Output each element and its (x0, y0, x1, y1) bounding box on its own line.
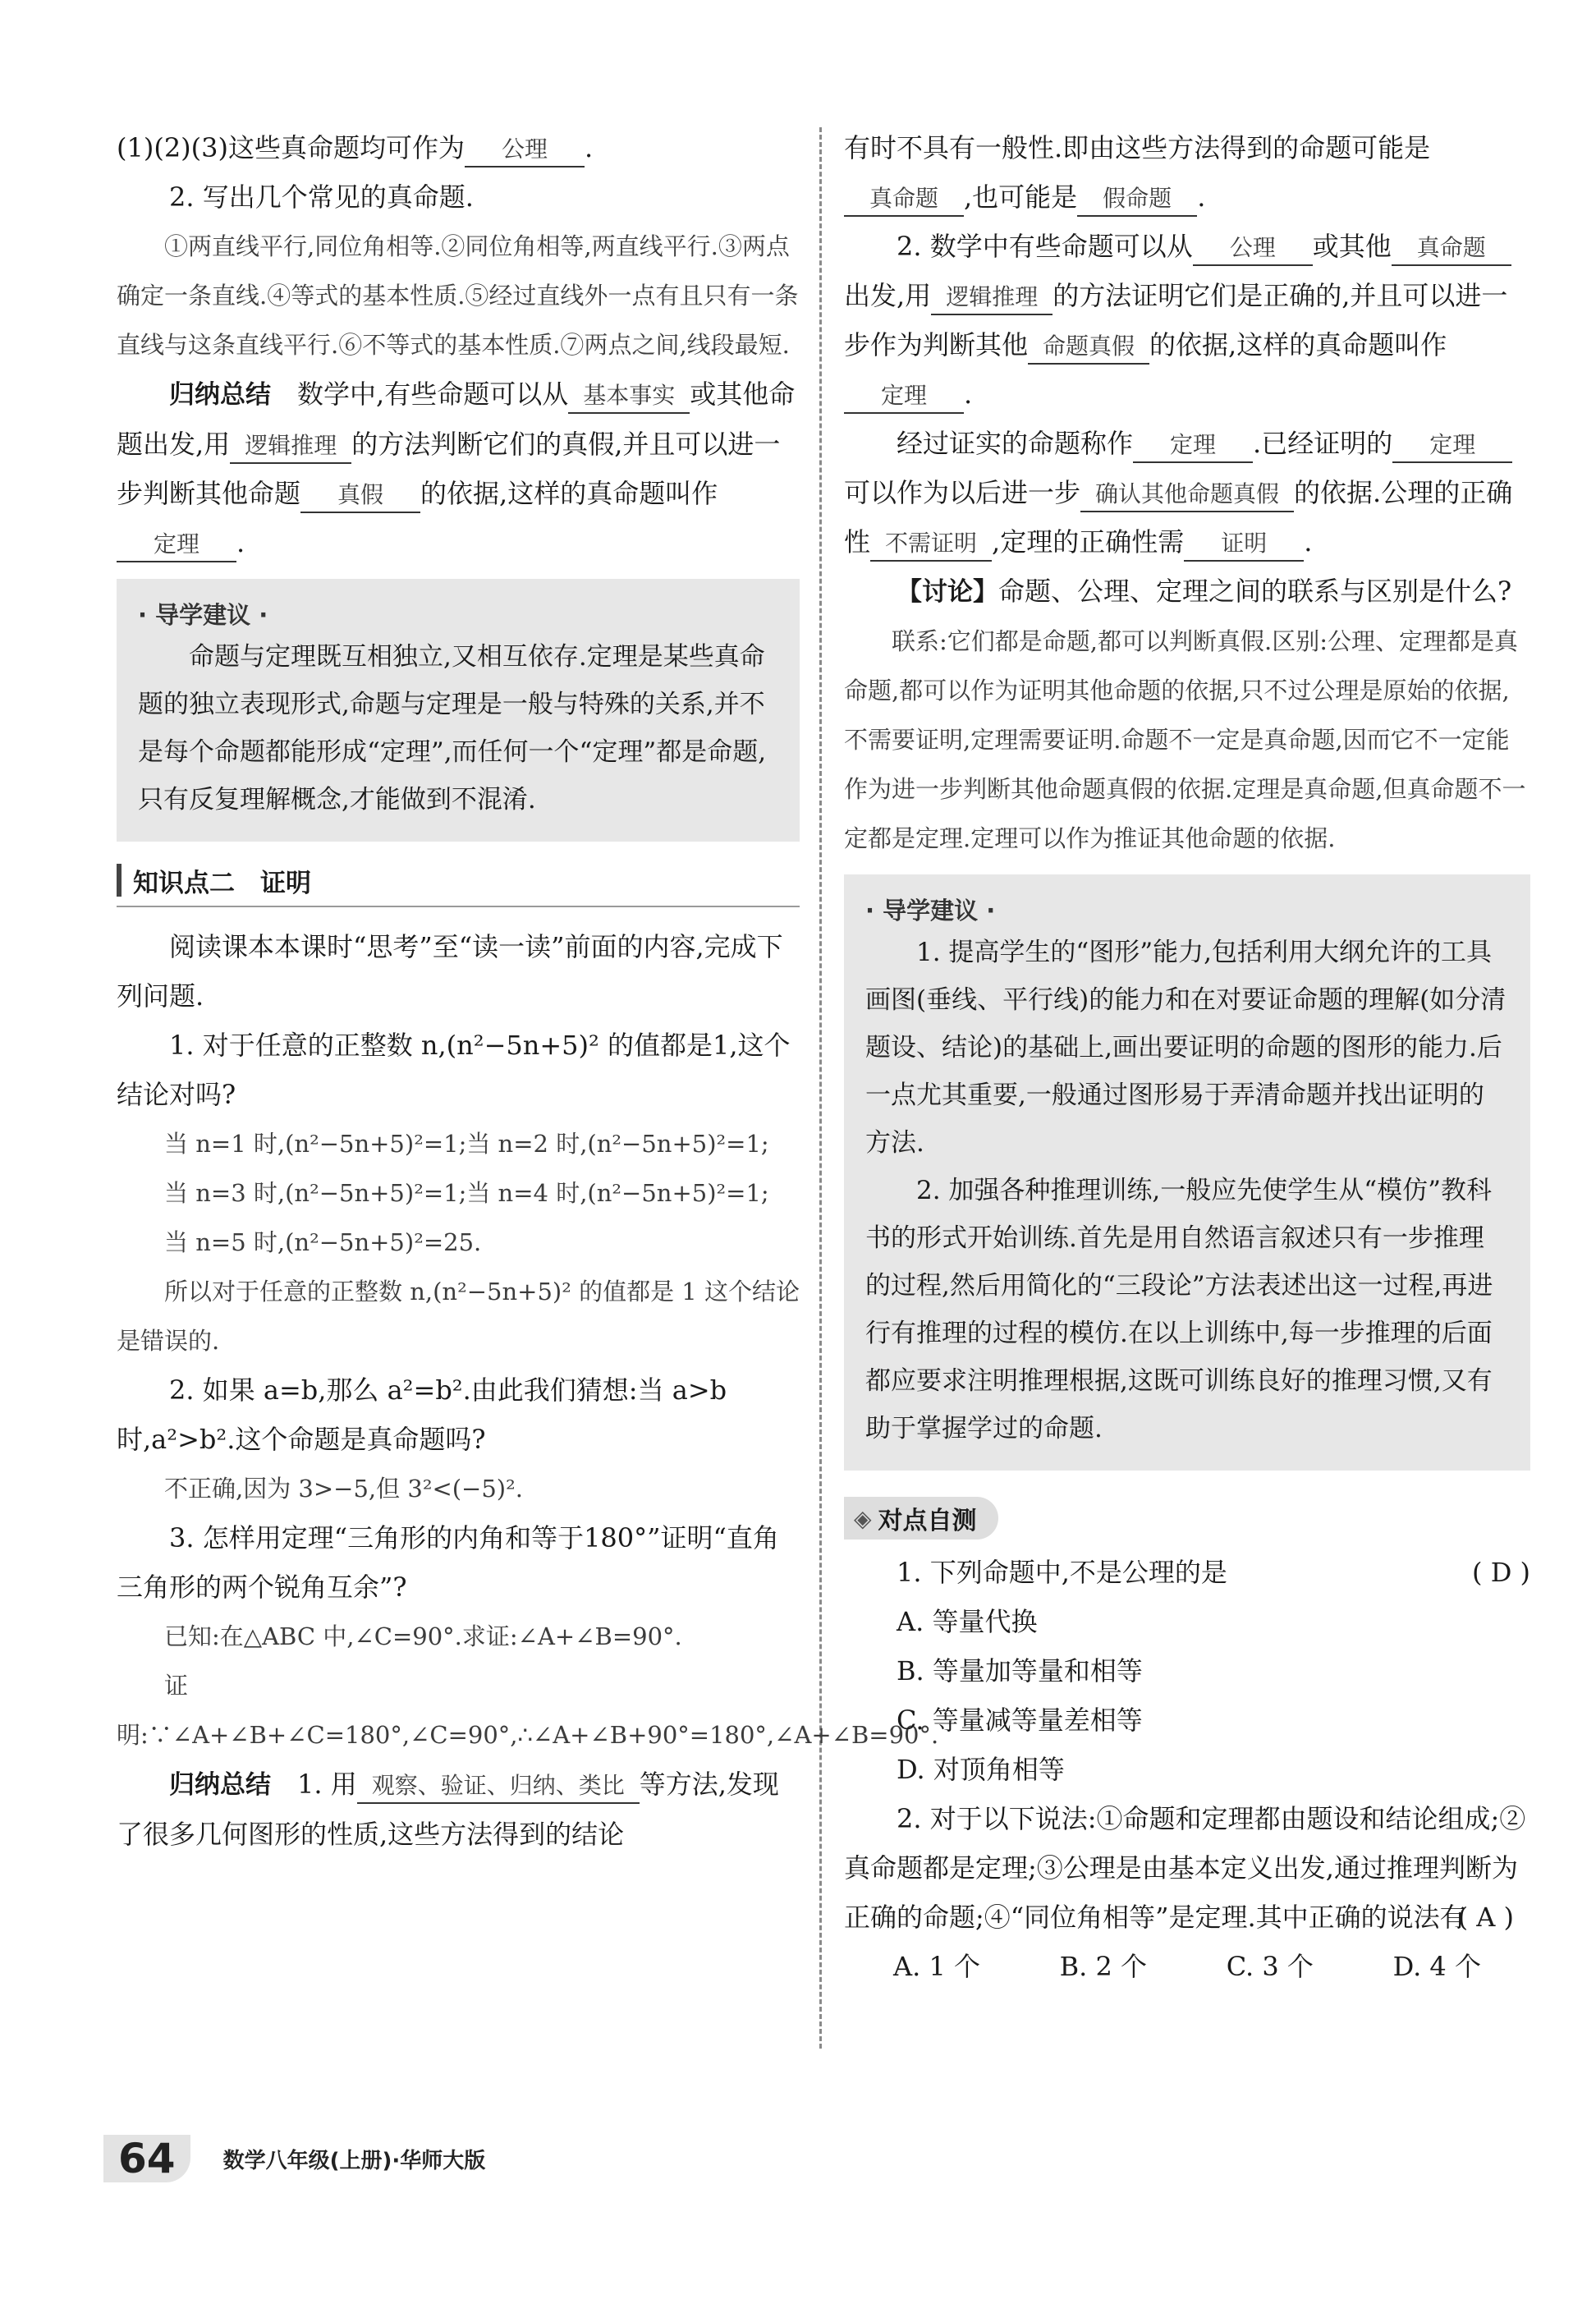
text: ,定理的正确性需 (992, 526, 1185, 558)
answer-blank: 逻辑推理 (931, 281, 1053, 315)
section-bar-icon (117, 864, 122, 897)
summary-2-label: 归纳总结 (169, 1770, 271, 1800)
axiom-line (117, 123, 800, 172)
continued-paragraph (844, 123, 1530, 222)
k2-answer: 不正确,因为 3>−5,但 3²<(−5)². (164, 1475, 523, 1503)
answer-choice-2: ( A ) (1457, 1902, 1514, 1933)
answer-blank: 不需证明 (870, 527, 992, 562)
guide-box-2 (844, 874, 1530, 1471)
text: 或其他命题出发,用 (117, 379, 796, 460)
k1-question: 1. 对于任意的正整数 n,(n²−5n+5)² 的值都是1,这个结论对吗? (117, 1030, 791, 1110)
text: 等方法,发现了很多几何图形的性质,这些方法得到的结论 (117, 1769, 779, 1850)
text: 的方法证明它们是正确的,并且可以进一步作为判断其他 (844, 280, 1508, 360)
discussion-label: 【讨论】 (897, 577, 998, 607)
answer-blank: 观察、验证、归纳、类比 (357, 1769, 640, 1804)
text: 数学中,有些命题可以从 (297, 379, 569, 410)
answer-blank: 真假 (300, 479, 420, 513)
text: 命题、公理、定理之间的联系与区别是什么? (998, 576, 1512, 607)
text: . (1304, 526, 1313, 558)
summary-paragraph (117, 369, 800, 567)
text: 有时不具有一般性.即由这些方法得到的命题可能是 (844, 132, 1431, 163)
k2-question: 2. 如果 a=b,那么 a²=b².由此我们猜想:当 a>b 时,a²>b².这个命题是真命题吗? (117, 1374, 727, 1455)
text: 或其他 (1312, 231, 1392, 262)
answer-blank: 真命题 (844, 182, 964, 217)
text: ,也可能是 (964, 181, 1078, 213)
answer-blank: 定理 (1392, 429, 1512, 463)
answer-blank: 确认其他命题真假 (1080, 478, 1294, 512)
text: 经过证实的命题称作 (897, 428, 1134, 459)
option-b: B. 等量加等量和相等 (897, 1655, 1143, 1686)
discussion-question (844, 567, 1530, 617)
text: .已经证明的 (1253, 428, 1393, 459)
r3-paragraph (844, 419, 1530, 567)
r2-paragraph (844, 222, 1530, 419)
book-title: 数学八年级(上册)·华师大版 (222, 2148, 486, 2173)
guide-title: · 导学建议 · (138, 601, 268, 629)
option-d: D. 对顶角相等 (897, 1754, 1065, 1785)
page-number: 64 (103, 2135, 190, 2182)
self-test-title: 对点自测 (878, 1507, 977, 1535)
reading-instruction: 阅读课本本课时“思考”至“读一读”前面的内容,完成下列问题. (117, 931, 783, 1012)
answer-blank: 假命题 (1077, 182, 1197, 217)
text: 可以作为以后进一步 (844, 477, 1081, 508)
answer-blank: 基本事实 (568, 379, 690, 414)
question-2-options (844, 1942, 1530, 1991)
section-header (117, 855, 800, 907)
right-column (844, 123, 1530, 1991)
section-title: 知识点二 证明 (133, 868, 311, 898)
text: (1)(2)(3)这些真命题均可作为 (117, 132, 465, 163)
question-text: 1. 下列命题中,不是公理的是 (897, 1557, 1227, 1588)
guide-title-2: · 导学建议 · (865, 897, 996, 925)
page-footer (103, 2135, 485, 2182)
text: 的依据,这样的真命题叫作 (1149, 329, 1447, 360)
k1-answer-1: 当 n=1 时,(n²−5n+5)²=1;当 n=2 时,(n²−5n+5)²=1; (164, 1130, 769, 1158)
text: . (1197, 181, 1206, 213)
answer-blank: 证明 (1184, 527, 1304, 562)
k1-answer-3: 当 n=5 时,(n²−5n+5)²=25. (164, 1228, 482, 1256)
text: . (964, 379, 973, 410)
text: 出发,用 (844, 280, 932, 311)
answer-blank: 命题真假 (1028, 330, 1149, 365)
guide-point-1: 1. 提高学生的“图形”能力,包括利用大纲允许的工具画图(垂线、平行线)的能力和在对要证命题的理解(如分清题设、结论)的基础上,画出要证明的命题的图形的能力.后一点尤其重要,一般通过图形易于弄清命题并找出证明的方法. (865, 938, 1507, 1158)
k1-answer-4: 所以对于任意的正整数 n,(n²−5n+5)² 的值都是 1 这个结论是错误的. (117, 1278, 800, 1355)
k1-answer-2: 当 n=3 时,(n²−5n+5)²=1;当 n=4 时,(n²−5n+5)²=1; (164, 1179, 769, 1207)
text: 的依据,这样的真命题叫作 (420, 478, 718, 509)
text: . (585, 132, 594, 163)
option-b: B. 2 个 (1059, 1951, 1148, 1982)
option-a: A. 等量代换 (897, 1606, 1038, 1637)
option-a: A. 1 个 (893, 1951, 980, 1982)
summary-2 (117, 1760, 800, 1859)
answer-choice: ( D ) (1472, 1557, 1530, 1588)
k3-answer-2: 证明:∵∠A+∠B+∠C=180°,∠C=90°,∴∠A+∠B+90°=180°,∠A+∠B=90°. (117, 1672, 939, 1749)
answer-blank: 定理 (844, 379, 964, 414)
answer-blank: 公理 (465, 133, 585, 167)
text: 的依据.公理的正确性 (844, 477, 1513, 558)
option-d: D. 4 个 (1392, 1951, 1481, 1982)
text: 2. 数学中有些命题可以从 (897, 231, 1193, 262)
test-question-2: 2. 对于以下说法:①命题和定理都由题设和结论组成;②真命题都是定理;③公理是由基本定义出发,通过推理判断为正确的命题;④“同位角相等”是定理.其中正确的说法有 (844, 1803, 1526, 1933)
text: . (236, 527, 245, 558)
text: 1. 用 (297, 1769, 357, 1800)
guide-point-2: 2. 加强各种推理训练,一般应先使学生从“模仿”教科书的形式开始训练.首先是用自然语言叙述只有一步推理的过程,然后用简化的“三段论”方法表述出这一过程,再进行有推理的过程的模仿.在以上训练中,每一步推理的后面都应要求注明推理根据,这既可训练良好的推理习惯,又有助于掌握学过的命题. (865, 1176, 1493, 1443)
option-c: C. 等量减等量差相等 (897, 1705, 1143, 1736)
guide-text: 命题与定理既互相独立,又相互依存.定理是某些真命题的独立表现形式,命题与定理是一般与特殊的关系,并不是每个命题都能形成“定理”,而任何一个“定理”都是命题,只有反复理解概念,才能做到不混淆. (138, 642, 767, 815)
answer-blank: 定理 (1133, 429, 1253, 463)
answer-blank: 公理 (1193, 232, 1313, 266)
option-c: C. 3 个 (1226, 1951, 1314, 1982)
test-question-1 (844, 1548, 1530, 1597)
self-test-header (844, 1497, 998, 1540)
answer-blank: 逻辑推理 (230, 429, 351, 464)
question-2-answer: ①两直线平行,同位角相等.②同位角相等,两直线平行.③两点确定一条直线.④等式的基本性质.⑤经过直线外一点有且只有一条直线与这条直线平行.⑥不等式的基本性质.⑦两点之间,线段最短. (117, 232, 799, 359)
diamond-icon: ◈ (854, 1504, 872, 1532)
question-2: 2. 写出几个常见的真命题. (169, 181, 474, 213)
guide-box (117, 579, 800, 842)
summary-label: 归纳总结 (169, 380, 271, 410)
k3-answer-1: 已知:在△ABC 中,∠C=90°.求证:∠A+∠B=90°. (164, 1622, 682, 1650)
text: 的方法判断它们的真假,并且可以进一步判断其他命题 (117, 429, 781, 509)
answer-blank: 真命题 (1392, 232, 1511, 266)
discussion-answer: 联系:它们都是命题,都可以判断真假.区别:公理、定理都是真命题,都可以作为证明其他命题的依据,只不过公理是原始的依据,不需要证明,定理需要证明.命题不一定是真命题,因而它不一定能作为进一步判断其他命题真假的依据.定理是真命题,但真命题不一定都是定理.定理可以作为推证其他命题的依据. (844, 627, 1526, 852)
answer-blank: 定理 (117, 528, 236, 562)
k3-question: 3. 怎样用定理“三角形的内角和等于180°”证明“直角三角形的两个锐角互余”? (117, 1522, 779, 1603)
column-divider (819, 127, 822, 2049)
